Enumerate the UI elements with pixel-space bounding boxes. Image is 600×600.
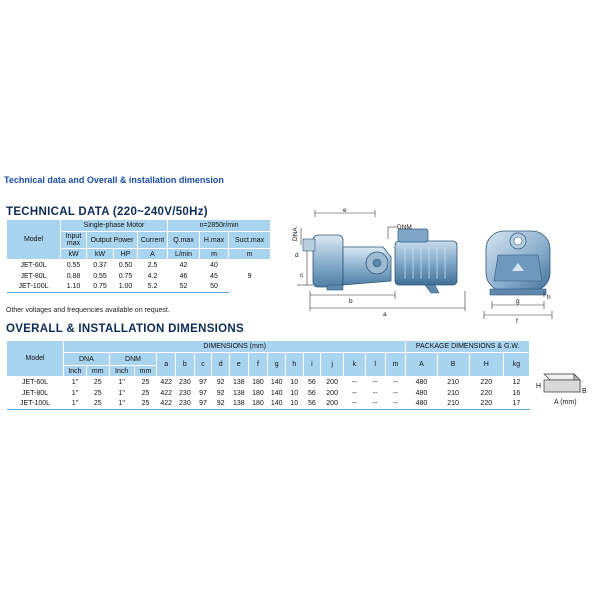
header-model: Model <box>7 341 64 377</box>
header-pkg-a: A <box>406 353 437 377</box>
box-label-a: A (mm) <box>554 399 577 406</box>
header-hmax: H.max <box>200 232 229 249</box>
d-cell: 92 <box>212 388 230 399</box>
a-cell: 422 <box>157 377 176 388</box>
header-h: h <box>285 353 303 377</box>
unit-lmin: L/min <box>168 249 200 260</box>
hmax-cell: 45 <box>200 271 229 282</box>
header-dna: DNA <box>64 353 110 366</box>
unit-m: m <box>200 249 229 260</box>
pump-side-view-drawing <box>285 205 475 317</box>
dnm-inch-cell: 1" <box>109 399 134 410</box>
k-cell: -- <box>344 399 366 410</box>
dna-inch-cell: 1" <box>64 399 87 410</box>
e-cell: 138 <box>229 377 248 388</box>
dimensions-table <box>6 340 530 410</box>
dim-label-e: e <box>343 207 347 214</box>
a-cell: 422 <box>157 399 176 410</box>
model-cell: JET-80L <box>7 388 64 399</box>
dna-mm-cell: 25 <box>86 399 109 410</box>
dim-label-dna: DNA <box>292 227 299 241</box>
footnote: Other voltages and frequencies available on request. <box>6 307 170 314</box>
table-row <box>7 377 530 388</box>
header-dnm: DNM <box>109 353 157 366</box>
kg-cell: 17 <box>503 399 529 410</box>
header-g: g <box>268 353 286 377</box>
header-qmax: Q.max <box>168 232 200 249</box>
l-cell: -- <box>365 388 385 399</box>
input-cell: 1.10 <box>61 282 87 293</box>
pkg-b-cell: 210 <box>437 399 469 410</box>
header-package: PACKAGE DIMENSIONS & G.W. <box>406 341 530 353</box>
unit-dnm-mm: mm <box>134 366 157 377</box>
header-m: m <box>385 353 406 377</box>
j-cell: 200 <box>321 377 344 388</box>
dnm-mm-cell: 25 <box>134 388 157 399</box>
dna-mm-cell: 25 <box>86 377 109 388</box>
header-k: k <box>344 353 366 377</box>
header-c: c <box>194 353 212 377</box>
c-cell: 97 <box>194 388 212 399</box>
header-dimensions: DIMENSIONS (mm) <box>64 341 406 353</box>
package-box-icon <box>534 370 590 410</box>
c-cell: 97 <box>194 377 212 388</box>
header-b: b <box>176 353 195 377</box>
page-heading: Technical data and Overall & installation dimension <box>4 175 224 185</box>
unit-dna-inch: Inch <box>64 366 87 377</box>
header-j: j <box>321 353 344 377</box>
unit-dnm-inch: Inch <box>109 366 134 377</box>
e-cell: 138 <box>229 388 248 399</box>
header-model: Model <box>7 220 61 260</box>
m-cell: -- <box>385 399 406 410</box>
f-cell: 180 <box>248 377 268 388</box>
header-current: Current <box>138 232 168 249</box>
unit-output-kw: kW <box>87 249 114 260</box>
dna-inch-cell: 1" <box>64 388 87 399</box>
pkg-h-cell: 220 <box>469 399 503 410</box>
l-cell: -- <box>365 399 385 410</box>
header-a: a <box>157 353 176 377</box>
pkg-a-cell: 480 <box>406 388 437 399</box>
hmax-cell: 50 <box>200 282 229 293</box>
model-cell: JET-60L <box>7 260 61 271</box>
table-row <box>7 388 530 399</box>
header-i: i <box>303 353 321 377</box>
header-speed: n=2850r/min <box>168 220 271 232</box>
dnm-inch-cell: 1" <box>109 388 134 399</box>
hp-cell: 1.00 <box>114 282 138 293</box>
dim-label-d: d <box>295 252 299 259</box>
g-cell: 140 <box>268 388 286 399</box>
qmax-cell: 52 <box>168 282 200 293</box>
pkg-b-cell: 210 <box>437 377 469 388</box>
header-kg: kg <box>503 353 529 377</box>
model-cell: JET-80L <box>7 271 61 282</box>
input-cell: 0.88 <box>61 271 87 282</box>
j-cell: 200 <box>321 388 344 399</box>
kw-cell: 0.37 <box>87 260 114 271</box>
l-cell: -- <box>365 377 385 388</box>
kg-cell: 12 <box>503 377 529 388</box>
technical-data-table <box>6 219 271 293</box>
box-label-h: H <box>536 383 542 390</box>
unit-input-kw: kW <box>61 249 87 260</box>
b-cell: 230 <box>176 388 195 399</box>
header-pkg-b: B <box>437 353 469 377</box>
b-cell: 230 <box>176 377 195 388</box>
table-row <box>7 399 530 410</box>
h-cell: 10 <box>285 388 303 399</box>
qmax-cell: 42 <box>168 260 200 271</box>
g-cell: 140 <box>268 399 286 410</box>
table-row <box>7 260 271 271</box>
d-cell: 92 <box>212 377 230 388</box>
h-cell: 10 <box>285 377 303 388</box>
header-e: e <box>229 353 248 377</box>
model-cell: JET-60L <box>7 377 64 388</box>
g-cell: 140 <box>268 377 286 388</box>
technical-data-title: TECHNICAL DATA (220~240V/50Hz) <box>6 206 208 218</box>
dim-label-h: h <box>547 294 551 301</box>
m-cell: -- <box>385 377 406 388</box>
f-cell: 180 <box>248 388 268 399</box>
e-cell: 138 <box>229 399 248 410</box>
m-cell: -- <box>385 388 406 399</box>
kg-cell: 16 <box>503 388 529 399</box>
kw-cell: 0.55 <box>87 271 114 282</box>
overall-dimensions-title: OVERALL & INSTALLATION DIMENSIONS <box>6 323 244 335</box>
header-output-power: Output Power <box>87 232 138 249</box>
suction-cell: 9 <box>229 260 271 293</box>
input-cell: 0.55 <box>61 260 87 271</box>
i-cell: 56 <box>303 377 321 388</box>
i-cell: 56 <box>303 399 321 410</box>
pump-front-view-drawing <box>478 225 558 327</box>
unit-amp: A <box>138 249 168 260</box>
dim-label-b: b <box>349 298 353 305</box>
model-cell: JET-100L <box>7 399 64 410</box>
k-cell: -- <box>344 388 366 399</box>
c-cell: 97 <box>194 399 212 410</box>
dim-label-dnm: DNM <box>397 224 412 231</box>
current-cell: 5.2 <box>138 282 168 293</box>
hmax-cell: 40 <box>200 260 229 271</box>
header-input-max: Input max <box>61 232 87 249</box>
dnm-mm-cell: 25 <box>134 377 157 388</box>
dim-label-a: a <box>383 311 387 317</box>
pkg-b-cell: 210 <box>437 388 469 399</box>
current-cell: 2.5 <box>138 260 168 271</box>
dim-label-c: c <box>300 272 304 279</box>
pkg-a-cell: 480 <box>406 377 437 388</box>
a-cell: 422 <box>157 388 176 399</box>
box-label-b: B <box>582 388 587 395</box>
hp-cell: 0.50 <box>114 260 138 271</box>
header-single-phase-motor: Single-phase Motor <box>61 220 168 232</box>
pkg-a-cell: 480 <box>406 399 437 410</box>
dim-label-g: g <box>516 298 520 305</box>
unit-hp: HP <box>114 249 138 260</box>
header-d: d <box>212 353 230 377</box>
j-cell: 200 <box>321 399 344 410</box>
model-cell: JET-100L <box>7 282 61 293</box>
unit-m-suction: m <box>229 249 271 260</box>
dnm-mm-cell: 25 <box>134 399 157 410</box>
b-cell: 230 <box>176 399 195 410</box>
f-cell: 180 <box>248 399 268 410</box>
h-cell: 10 <box>285 399 303 410</box>
header-l: l <box>365 353 385 377</box>
d-cell: 92 <box>212 399 230 410</box>
dnm-inch-cell: 1" <box>109 377 134 388</box>
header-suct-max: Suct.max <box>229 232 271 249</box>
unit-dna-mm: mm <box>86 366 109 377</box>
kw-cell: 0.75 <box>87 282 114 293</box>
k-cell: -- <box>344 377 366 388</box>
hp-cell: 0.75 <box>114 271 138 282</box>
dim-label-f: f <box>516 318 518 325</box>
header-pkg-h: H <box>469 353 503 377</box>
qmax-cell: 46 <box>168 271 200 282</box>
dna-mm-cell: 25 <box>86 388 109 399</box>
pkg-h-cell: 220 <box>469 377 503 388</box>
header-f: f <box>248 353 268 377</box>
i-cell: 56 <box>303 388 321 399</box>
pkg-h-cell: 220 <box>469 388 503 399</box>
current-cell: 4.2 <box>138 271 168 282</box>
dna-inch-cell: 1" <box>64 377 87 388</box>
